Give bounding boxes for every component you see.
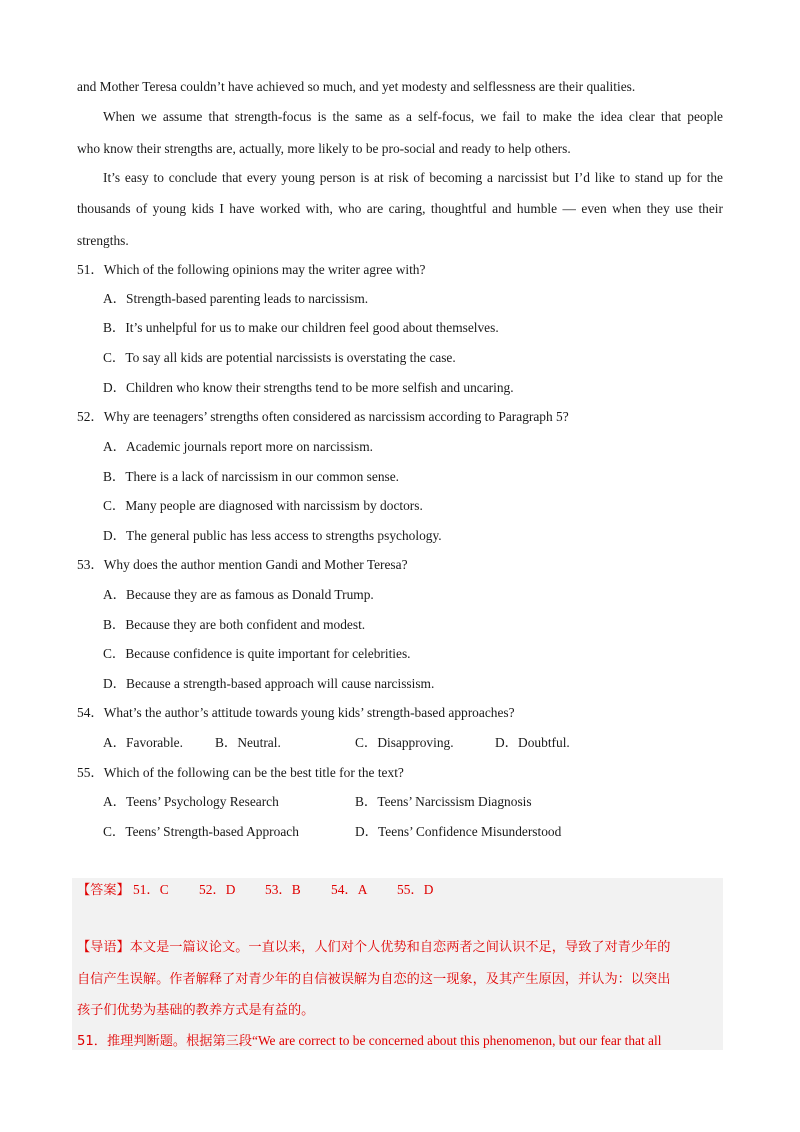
option-53-d: D．Because a strength-based approach will cause narcissism. [103, 676, 435, 691]
answer-52: 52．D [199, 882, 236, 897]
guide-line [77, 939, 670, 957]
option-52-b: B．There is a lack of narcissism in our common sense. [103, 469, 400, 484]
option-55-b: B．Teens’ Narcissism Diagnosis [355, 794, 532, 809]
question-stem-53: 53．Why does the author mention Gandi and Mother Teresa? [77, 557, 408, 572]
option-52-d: D．The general public has less access to strengths psychology. [103, 528, 442, 543]
guide-line: 孩子们优势为基础的教养方式是有益的。 [77, 1003, 315, 1018]
passage-line: It’s easy to conclude that every young person is at risk of becoming a narcissist but I’d like to stand up for the [103, 170, 723, 185]
passage-line: thousands of young kids I have worked with, who are caring, thoughtful and humble — even when they use their [77, 201, 723, 216]
option-54-d: D．Doubtful. [495, 735, 570, 750]
question-stem-54: 54．What’s the author’s attitude towards young kids’ strength-based approaches? [77, 705, 515, 720]
option-52-a: A．Academic journals report more on narcissism. [103, 439, 373, 454]
answer-51: 51．C [133, 882, 169, 897]
option-53-b: B．Because they are both confident and modest. [103, 617, 366, 632]
question-stem-51: 51．Which of the following opinions may the writer agree with? [77, 262, 426, 277]
answer-54: 54．A [331, 882, 368, 897]
answer-53: 53．B [265, 882, 301, 897]
option-54-c: C．Disapproving. [355, 735, 454, 750]
option-51-a: A．Strength-based parenting leads to narcissism. [103, 291, 369, 306]
option-51-d: D．Children who know their strengths tend to be more selfish and uncaring. [103, 380, 514, 395]
explanation-51-cn: 51．推理判断题。根据第三段 [77, 1034, 253, 1049]
answer-label: 【答案】 [77, 883, 130, 898]
question-stem-55: 55．Which of the following can be the best title for the text? [77, 765, 404, 780]
passage-line: and Mother Teresa couldn’t have achieved so much, and yet modesty and selflessness are their qualities. [77, 79, 636, 94]
option-54-a: A．Favorable. [103, 735, 183, 750]
option-53-c: C．Because confidence is quite important for celebrities. [103, 646, 411, 661]
option-54-b: B．Neutral. [215, 735, 281, 750]
option-55-d: D．Teens’ Confidence Misunderstood [355, 824, 562, 839]
option-51-c: C．To say all kids are potential narcissists is overstating the case. [103, 350, 456, 365]
explanation-51 [77, 1032, 661, 1051]
option-55-c: C．Teens’ Strength-based Approach [103, 824, 299, 839]
guide-label: 【导语】 [77, 940, 130, 955]
guide-text: 本文是一篇议论文。一直以来，人们对个人优势和自恋两者之间认识不足，导致了对青少年的 [129, 940, 671, 955]
answer-55: 55．D [397, 882, 434, 897]
option-51-b: B．It’s unhelpful for us to make our children feel good about themselves. [103, 320, 499, 335]
question-stem-52: 52．Why are teenagers’ strengths often considered as narcissism according to Paragraph 5? [77, 409, 569, 424]
passage-line: strengths. [77, 233, 129, 248]
answer-key-row [77, 881, 130, 900]
explanation-51-en: “We are correct to be concerned about this phenomenon, but our fear that all [252, 1033, 662, 1048]
passage-line: who know their strengths are, actually, more likely to be pro-social and ready to help others. [77, 141, 571, 156]
option-53-a: A．Because they are as famous as Donald Trump. [103, 587, 374, 602]
option-52-c: C．Many people are diagnosed with narcissism by doctors. [103, 498, 423, 513]
option-55-a: A．Teens’ Psychology Research [103, 794, 279, 809]
guide-line: 自信产生误解。作者解释了对青少年的自信被误解为自恋的这一现象，及其产生原因，并认为：以突出 [77, 972, 671, 987]
passage-line: When we assume that strength-focus is the same as a self-focus, we fail to make the idea clear that people [103, 109, 723, 124]
answer-panel [72, 878, 723, 1050]
